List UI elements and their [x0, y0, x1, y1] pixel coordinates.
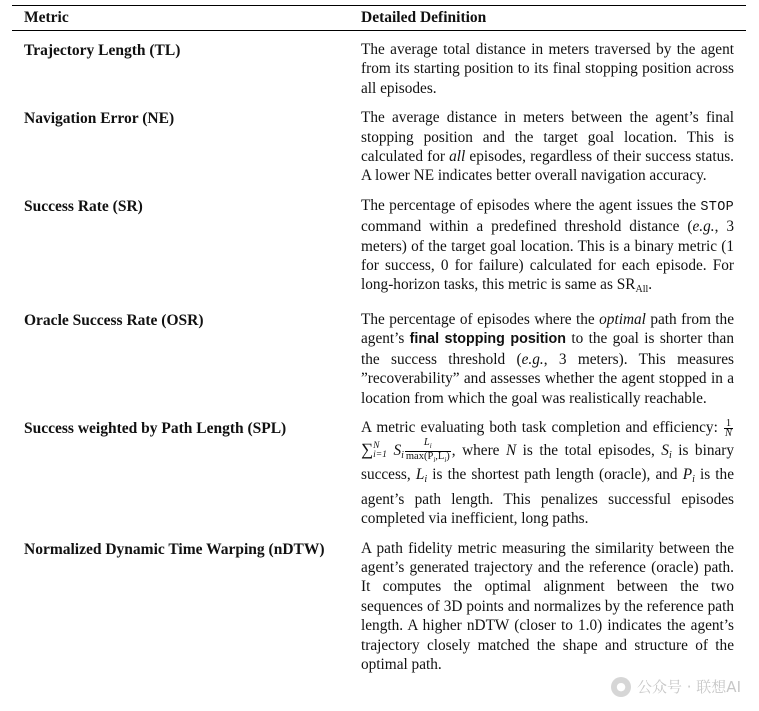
table-row: [12, 310, 746, 408]
metric-name: Navigation Error (NE): [24, 110, 175, 128]
metric-definition: The average distance in meters between the agent’s final stopping position and the target goal location. This is calculated for all episodes, regardless of their success status. A lower NE indicates better overall navigation accuracy.: [361, 109, 734, 185]
table-row: [12, 539, 746, 675]
metric-definition: A metric evaluating both task completion and efficiency: $\frac{1}{N}$ ∑ N i=1 $S_i$ $\frac{L_i}{\max(P_i,L_i)}$ , where N is the total episodes, $S_i$ is binary success, $L_i$ is the shortest path length (oracle), and $P_i$ is the agent’s path length. This penalizes successful episodes completed via inefficient, long paths.: [361, 417, 735, 528]
watermark-text: 公众号 · 联想AI: [637, 678, 741, 696]
table-header: [12, 6, 746, 30]
metric-definition: The percentage of episodes where the optimal path from the agent’s final stopping position to the goal is shorter than the success threshold (e.g., 3 meters). This measures ”recoverability” and assesses whether the agent stopped in a location from which the goal was realistically reachable.: [361, 310, 735, 407]
formula-one-over-n: $\frac{1}{N}$: [724, 417, 732, 439]
metric-name: Normalized Dynamic Time Warping (nDTW): [24, 540, 325, 558]
header-rule: [12, 30, 746, 31]
metric-definition: The average total distance in meters traversed by the agent from its starting position to its final stopping position across all episodes.: [361, 41, 734, 97]
table-row: [12, 196, 746, 300]
metric-definition: A path fidelity metric measuring the similarity between the agent’s generated trajectory and the reference (oracle) path. It computes the optimal alignment between the two sequences of 3D points and normalizes by the reference path length. A higher nDTW (closer to 1.0) indicates the agent’s trajectory closely matched the shape and structure of the optimal path.: [361, 539, 734, 673]
header-definition: Detailed Definition: [361, 9, 487, 26]
table-row: [12, 418, 746, 529]
formula-ratio: $\frac{L_i}{\max(P_i,L_i)}$: [405, 436, 450, 464]
table-row: [12, 108, 746, 186]
metric-name: Oracle Success Rate (OSR): [24, 311, 204, 329]
header-metric: Metric: [24, 9, 69, 26]
metric-name: Success weighted by Path Length (SPL): [24, 419, 287, 437]
sum-symbol: ∑: [361, 439, 374, 459]
table-row: [12, 40, 746, 98]
metric-definition: The percentage of episodes where the agent issues the STOP command within a predefined threshold distance (e.g., 3 meters) of the target goal location. This is a binary metric (1 for success, 0 for failure) calculated for each episode. For long-horizon tasks, this metric is same as $SR_{All}$.: [361, 196, 735, 296]
stop-command: STOP: [700, 199, 734, 215]
metric-name: Trajectory Length (TL): [24, 42, 181, 59]
metric-name: Success Rate (SR): [24, 197, 143, 215]
watermark: [611, 676, 741, 697]
wechat-icon: ●: [611, 677, 631, 697]
metrics-table: [12, 5, 746, 674]
